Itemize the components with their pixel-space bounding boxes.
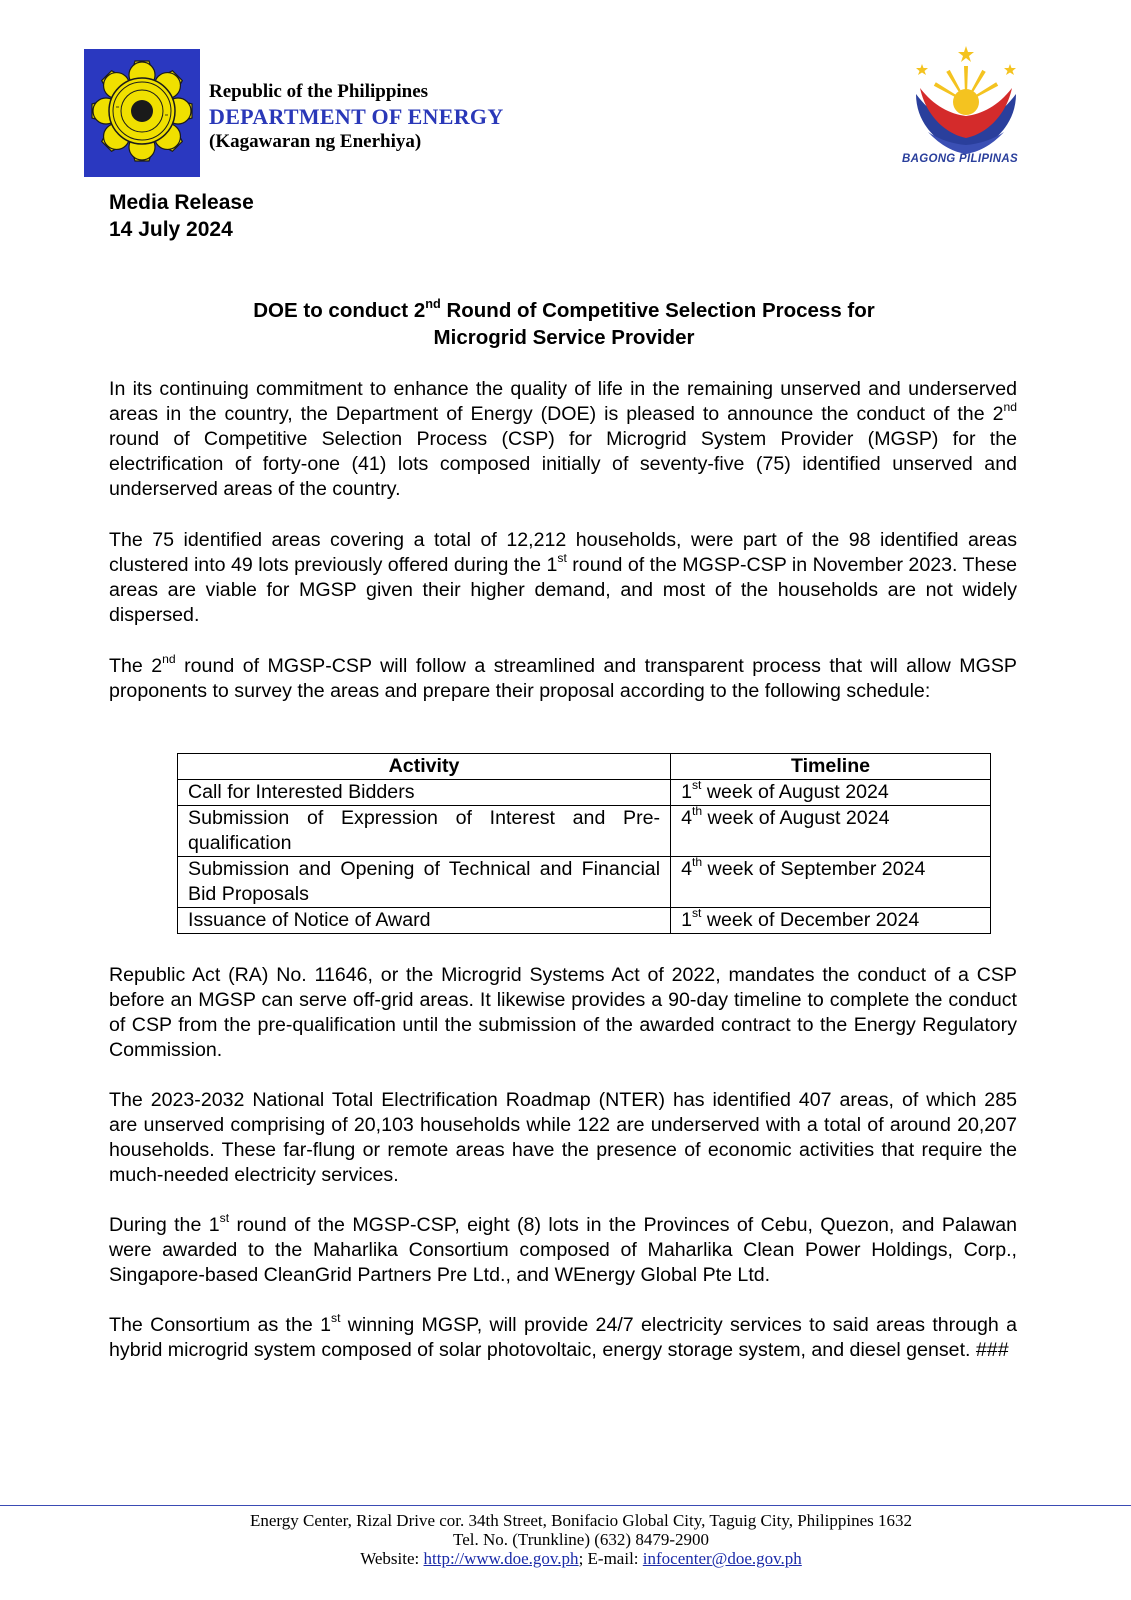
paragraph-text: The 2 (109, 655, 163, 677)
timeline-text: week of December 2024 (701, 909, 920, 931)
paragraph-text: During the 1 (109, 1214, 220, 1236)
bagong-pilipinas-text: BAGONG PILIPINAS (902, 153, 1018, 165)
schedule-table (177, 753, 991, 934)
email-label: ; E-mail: (578, 1549, 643, 1568)
ordinal: st (557, 551, 567, 566)
ordinal: th (691, 804, 703, 819)
title-text: DOE to conduct 2 (253, 299, 426, 322)
title-line-1 (109, 297, 1019, 324)
footer-telephone: Tel. No. (Trunkline) (632) 8479-2900 (453, 1530, 709, 1549)
timeline-header: Timeline (671, 754, 991, 780)
release-date: 14 July 2024 (109, 218, 233, 241)
table-row (178, 857, 991, 908)
ordinal: nd (162, 652, 176, 667)
email-link[interactable]: infocenter@doe.gov.ph (642, 1549, 802, 1568)
activity-cell: Submission of Expression of Interest and Pre-qualification (178, 806, 671, 857)
timeline-text: week of August 2024 (702, 807, 890, 829)
timeline-cell (671, 857, 991, 908)
title-text: Round of Competitive Selection Process for (440, 299, 875, 322)
paragraph-nter: The 2023-2032 National Total Electrification Roadmap (NTER) has identified 407 areas, of which 285 are unserved comprising of 20,103 households while 122 are underserved with a total of around 20,207 households. These far-flung or remote areas have the presence of economic activities that require the much-needed electricity services. (109, 1089, 1017, 1186)
table-row (178, 780, 991, 806)
timeline-cell (671, 806, 991, 857)
timeline-cell (671, 908, 991, 934)
bagong-pilipinas-logo-icon (906, 44, 1026, 169)
table-header-row (178, 754, 991, 780)
tagalog-name: (Kagawaran ng Enerhiya) (209, 131, 422, 152)
footer (0, 1511, 1131, 1568)
activity-cell: Issuance of Notice of Award (178, 908, 671, 934)
paragraph-areas (109, 528, 1017, 628)
paragraph-intro (109, 377, 1017, 502)
timeline-number: 4 (681, 807, 692, 829)
republic-line: Republic of the Philippines (209, 81, 429, 102)
release-title (109, 297, 1019, 351)
paragraph-text: round of Competitive Selection Process (CSP) for Microgrid System Provider (MGSP) for the electrification of forty-one (41) lots composed initially of seventy-five (75) identified unserved and underserved areas of the country. (109, 428, 1017, 500)
ordinal: st (691, 778, 702, 793)
department-name: DEPARTMENT OF ENERGY (209, 104, 504, 129)
doe-seal-icon (84, 49, 200, 177)
footer-divider (0, 1505, 1131, 1506)
timeline-text: week of September 2024 (702, 858, 926, 880)
timeline-text: week of August 2024 (701, 781, 889, 803)
paragraph-consortium (109, 1313, 1017, 1363)
website-link[interactable]: http://www.doe.gov.ph (423, 1549, 579, 1568)
timeline-number: 1 (681, 909, 692, 931)
ordinal: st (219, 1211, 230, 1226)
release-info (109, 189, 254, 243)
table-row (178, 908, 991, 934)
footer-contact-line (0, 1549, 1131, 1568)
ordinal: st (691, 906, 702, 921)
ordinal: nd (1003, 400, 1017, 415)
timeline-number: 1 (681, 781, 692, 803)
title-ordinal: nd (425, 295, 441, 311)
release-label: Media Release (109, 191, 254, 214)
paragraph-text: round of the MGSP-CSP in November 2023. These areas are viable for MGSP given their higher demand, and most of the households are not widely dispersed. (109, 554, 1018, 626)
table-row (178, 806, 991, 857)
title-line-2: Microgrid Service Provider (433, 326, 695, 349)
timeline-cell (671, 780, 991, 806)
ordinal: st (331, 1311, 341, 1326)
paragraph-schedule-intro (109, 654, 1017, 704)
agency-name-block (209, 79, 504, 154)
paragraph-republic-act: Republic Act (RA) No. 11646, or the Microgrid Systems Act of 2022, mandates the conduct of a CSP before an MGSP can serve off-grid areas. It likewise provides a 90-day timeline to complete the conduct of CSP from the pre-qualification until the submission of the awarded contract to the Energy Regulatory Commission. (109, 964, 1017, 1061)
paragraph-first-round (109, 1213, 1017, 1288)
timeline-number: 4 (681, 858, 692, 880)
paragraph-text: round of MGSP-CSP will follow a streamlined and transparent process that will allow MGSP proponents to survey the areas and prepare their proposal according to the following schedule: (109, 655, 1017, 702)
activity-header: Activity (178, 754, 671, 780)
footer-address: Energy Center, Rizal Drive cor. 34th Street, Bonifacio Global City, Taguig City, Philippines 1632 (250, 1511, 912, 1530)
website-label: Website: (360, 1549, 424, 1568)
paragraph-text: The Consortium as the 1 (109, 1314, 332, 1336)
activity-cell: Submission and Opening of Technical and Financial Bid Proposals (178, 857, 671, 908)
paragraph-text: In its continuing commitment to enhance the quality of life in the remaining unserved and underserved areas in the country, the Department of Energy (DOE) is pleased to announce the conduct of the 2 (109, 378, 1017, 425)
paragraph-text: round of the MGSP-CSP, eight (8) lots in the Provinces of Cebu, Quezon, and Palawan were awarded to the Maharlika Consortium composed of Maharlika Clean Power Holdings, Corp., Singapore-based CleanGrid Partners Pre Ltd., and WEnergy Global Pte Ltd. (109, 1214, 1017, 1286)
ordinal: th (691, 855, 703, 870)
paragraph-text: The 75 identified areas covering a total of 12,212 households, were part of the 98 identified areas clustered into 49 lots previously offered during the 1 (109, 529, 1017, 576)
activity-cell: Call for Interested Bidders (178, 780, 671, 806)
paragraph-text: winning MGSP, will provide 24/7 electricity services to said areas through a hybrid microgrid system composed of solar photovoltaic, energy storage system, and diesel genset. ### (109, 1314, 1018, 1361)
